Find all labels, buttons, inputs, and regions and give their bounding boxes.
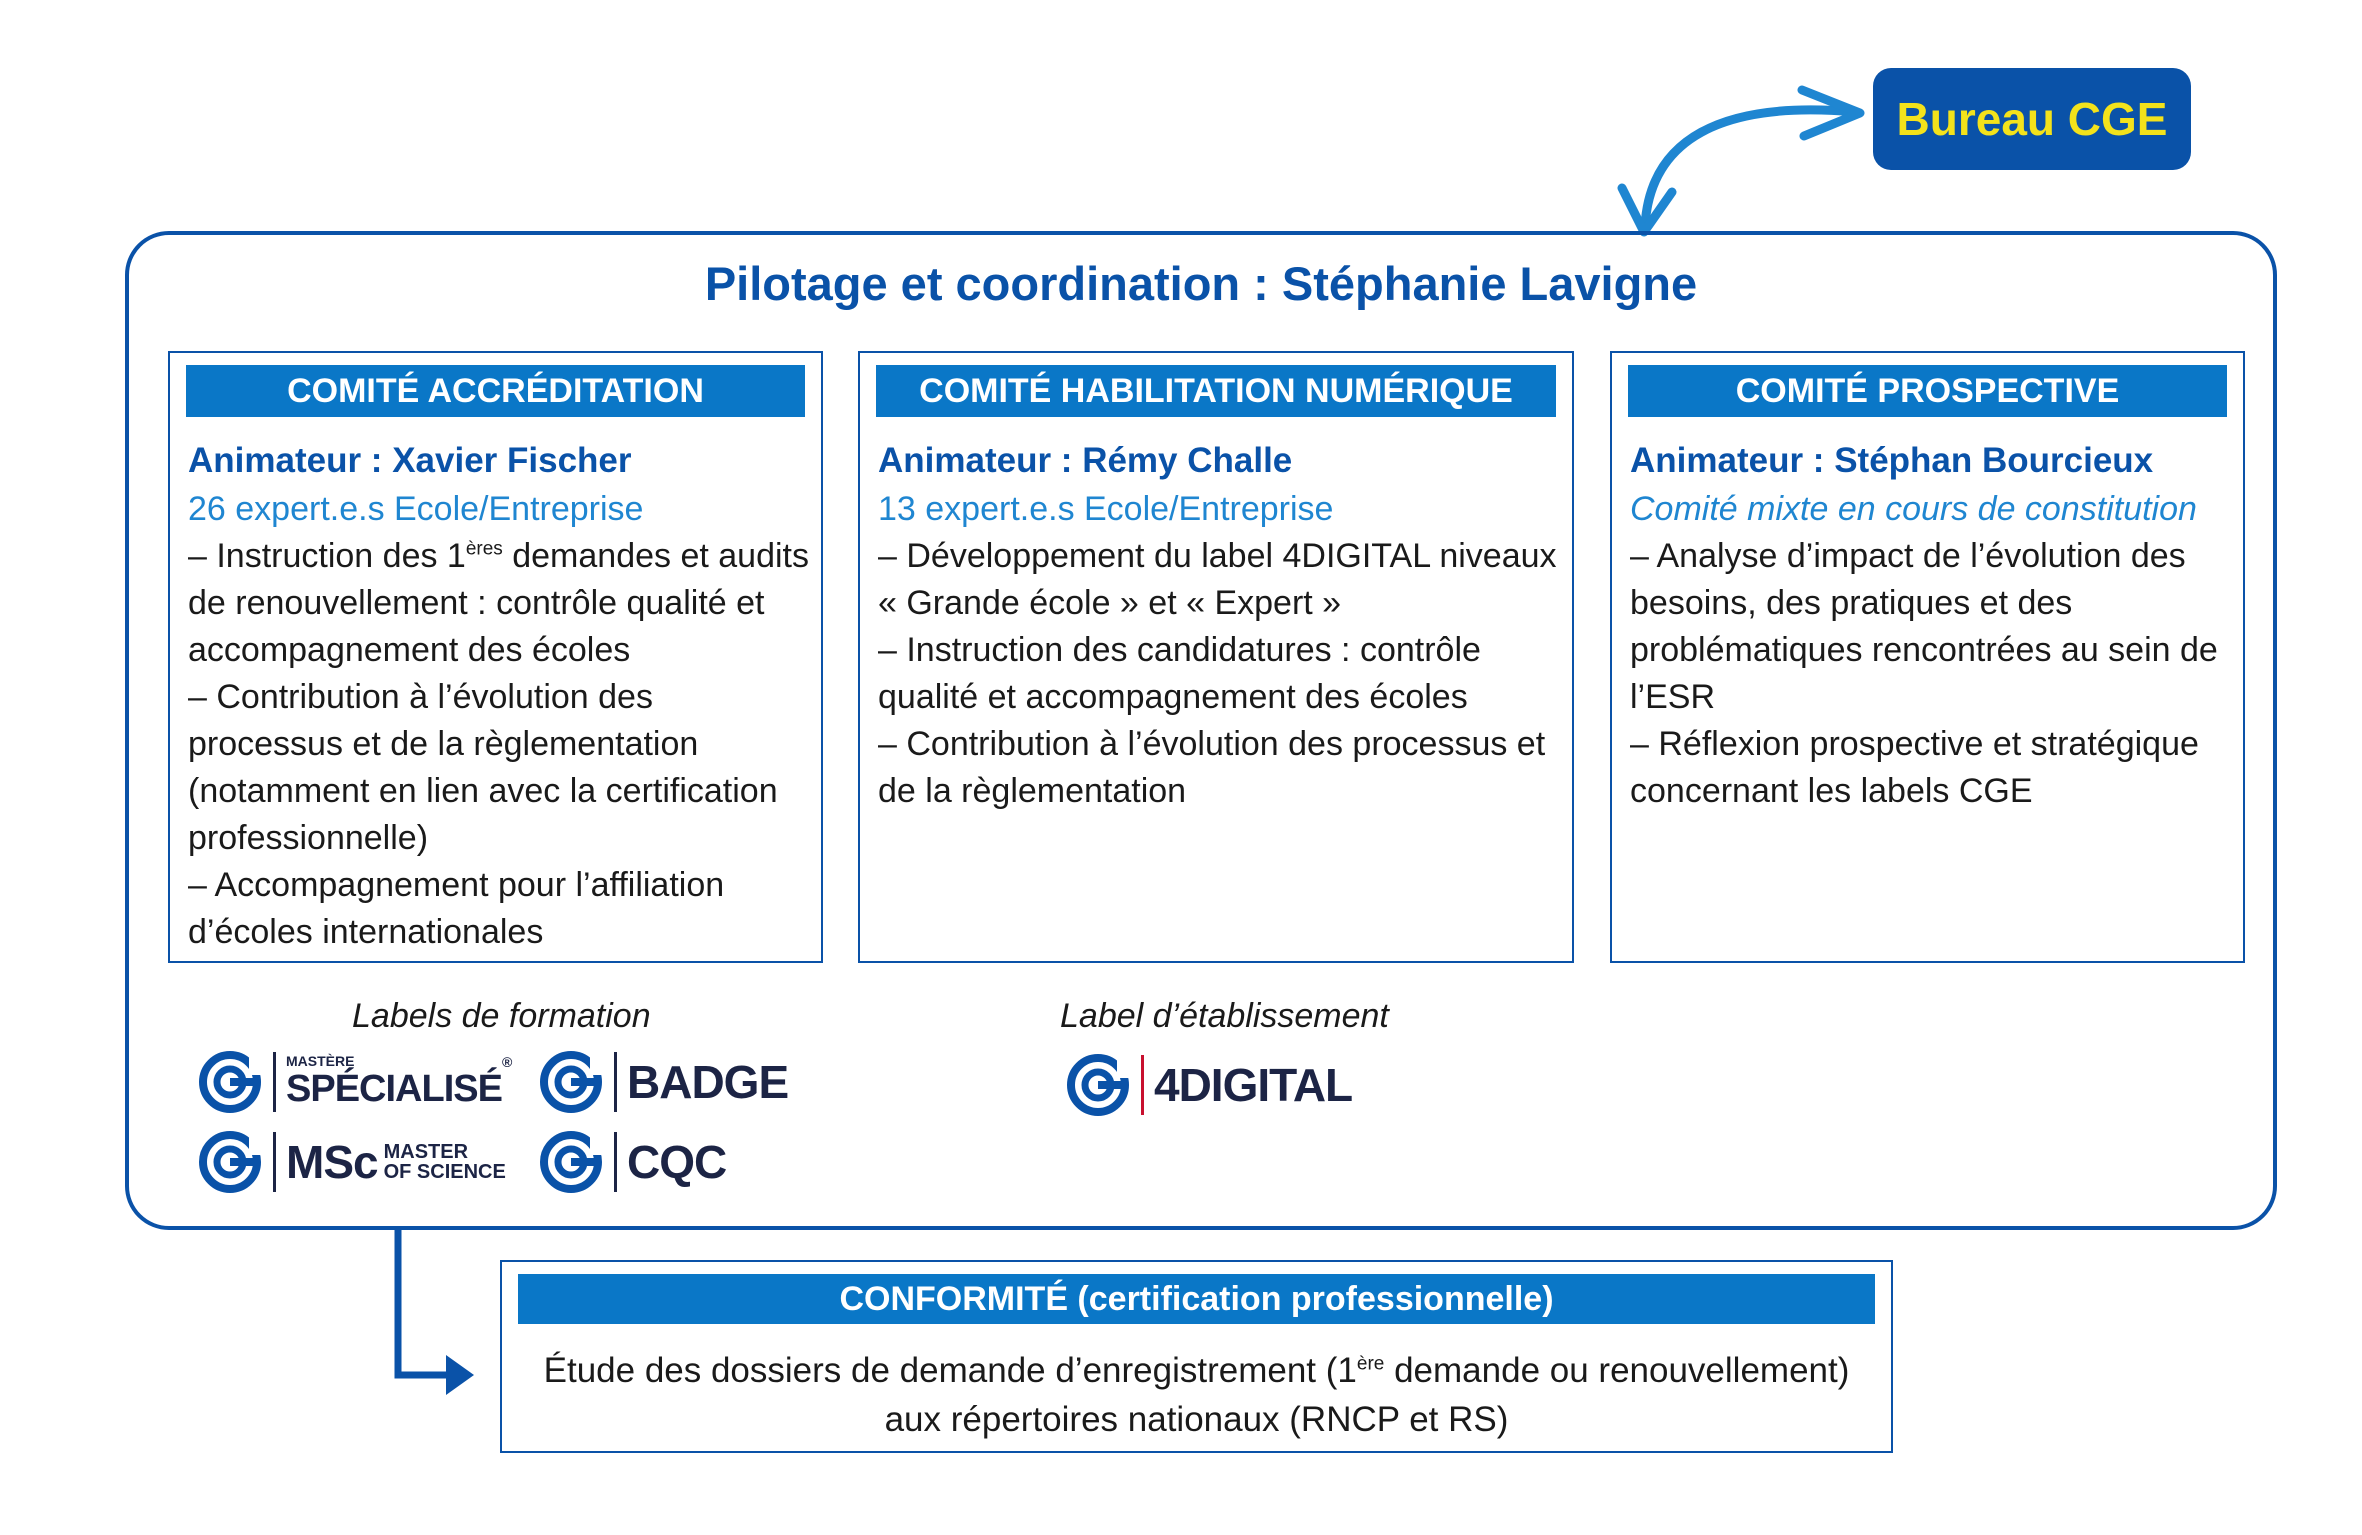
label-etablissement-caption: Label d’établissement [1060, 997, 1389, 1035]
bureau-curved-arrow [1645, 110, 1855, 226]
committee-subtitle: Comité mixte en cours de constitution [1630, 490, 2197, 528]
conformite-header: CONFORMITÉ (certification professionnelle) [518, 1274, 1875, 1324]
logo-mastere-specialise [197, 1047, 512, 1117]
cge-g-icon [197, 1129, 263, 1195]
logo-badge-text: BADGE [627, 1056, 789, 1108]
cge-g-icon [197, 1049, 263, 1115]
logo-msc-small2: OF SCIENCE [383, 1161, 506, 1183]
conformite-text [502, 1346, 1891, 1444]
committee-header: COMITÉ HABILITATION NUMÉRIQUE [876, 365, 1556, 417]
bureau-arrowhead-down [1622, 188, 1672, 232]
cge-g-icon [538, 1049, 604, 1115]
cge-g-icon [538, 1129, 604, 1195]
committee-item: – Instruction des candidatures : contrôle qualité et accompagnement des écoles [878, 631, 1481, 716]
conformite-line1-a: Étude des dossiers de demande d’enregistrement (1 [543, 1351, 1357, 1390]
conformite-line1-sup: ère [1356, 1353, 1385, 1375]
logo-divider [273, 1132, 276, 1192]
logo-divider [614, 1132, 617, 1192]
logo-divider [273, 1052, 276, 1112]
labels-formation-caption: Labels de formation [352, 997, 651, 1035]
committee-item: – Accompagnement pour l’affiliation d’écoles internationales [188, 866, 725, 951]
logo-4digital [1065, 1050, 1352, 1120]
committee-item: – Développement du label 4DIGITAL niveaux « Grande école » et « Expert » [878, 537, 1557, 622]
logo-registered-mark: ® [501, 1054, 513, 1070]
logo-ms-big: SPÉCIALISÉ [286, 1067, 502, 1110]
logo-badge [538, 1047, 788, 1117]
conformite-box [500, 1260, 1893, 1453]
logo-4digital-text: 4DIGITAL [1154, 1059, 1353, 1111]
logo-cqc-text: CQC [627, 1136, 727, 1188]
conformite-arrowhead [446, 1355, 474, 1395]
committee-subtitle: 26 expert.e.s Ecole/Entreprise [188, 490, 644, 528]
logo-msc-small1: MASTER [383, 1141, 469, 1163]
bureau-cge-label: Bureau CGE [1896, 93, 2168, 145]
committee-animateur: Animateur : Stéphan Bourcieux [1630, 441, 2154, 480]
committee-animateur: Animateur : Rémy Challe [878, 441, 1293, 480]
logo-ms-small: MASTÈRE [286, 1052, 355, 1069]
committee-item: – Réflexion prospective et stratégique concernant les labels CGE [1630, 725, 2199, 810]
bureau-arrowhead-right [1802, 90, 1860, 136]
committee-item: – Contribution à l’évolution des processus et de la règlementation [878, 725, 1546, 810]
logo-cqc [538, 1127, 726, 1197]
conformite-line2: aux répertoires nationaux (RNCP et RS) [884, 1400, 1509, 1439]
cge-g-icon [1065, 1052, 1131, 1118]
committee-animateur: Animateur : Xavier Fischer [188, 441, 632, 480]
committee-subtitle: 13 expert.e.s Ecole/Entreprise [878, 490, 1334, 528]
committee-prospective [1610, 351, 2245, 963]
committee-habilitation-numerique [858, 351, 1574, 963]
logo-msc-big: MSc [286, 1136, 378, 1188]
committee-item: – Analyse d’impact de l’évolution des besoins, des pratiques et des problématiques rencontrées au sein de l’ESR [1630, 537, 2218, 716]
committee-item: – Instruction des 1ères demandes et audits de renouvellement : contrôle qualité et accompagnement des écoles [188, 537, 809, 669]
pilotage-title: Pilotage et coordination : Stéphanie Lavigne [704, 257, 1698, 310]
logo-divider [614, 1052, 617, 1112]
committee-header: COMITÉ PROSPECTIVE [1628, 365, 2227, 417]
logo-msc [197, 1127, 506, 1197]
committee-item: – Contribution à l’évolution des processus et de la règlementation (notamment en lien avec la certification professionnelle) [188, 678, 778, 857]
committee-header: COMITÉ ACCRÉDITATION [186, 365, 805, 417]
conformite-line1-b: demande ou renouvellement) [1384, 1351, 1850, 1390]
committee-accreditation [168, 351, 823, 963]
conformite-elbow-line [398, 1230, 450, 1375]
bureau-cge-box [1873, 68, 2191, 170]
logo-divider [1141, 1055, 1144, 1115]
